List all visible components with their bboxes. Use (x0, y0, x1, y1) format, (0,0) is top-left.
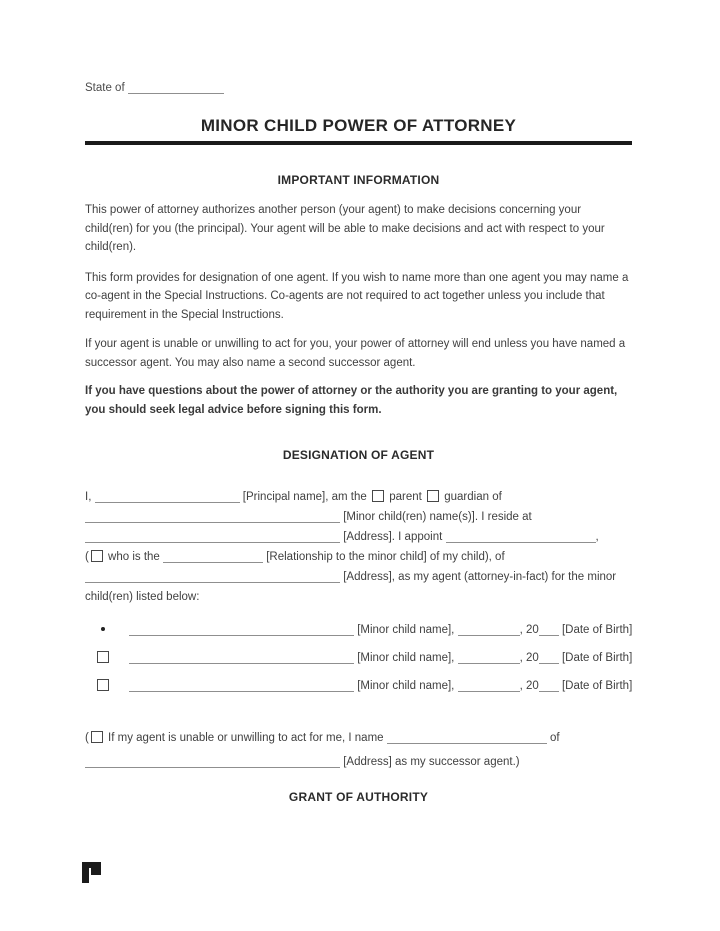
principal-name-blank[interactable] (95, 489, 240, 503)
child-row-1 (85, 621, 632, 640)
child-checkbox-2[interactable] (97, 651, 109, 663)
agent-address-label: [Address], as my agent (attorney-in-fact) for the minor (343, 571, 617, 583)
successor-line-label: If my agent is unable or unwilling to act for me, I name (108, 732, 384, 744)
address-appoint-line (85, 527, 632, 547)
successor-address-blank[interactable] (85, 754, 340, 768)
successor-clause (85, 726, 632, 774)
child-row-3 (85, 677, 632, 696)
designation-heading: DESIGNATION OF AGENT (282, 448, 435, 462)
child-row-2 (85, 649, 632, 668)
minor-child-name-blank-3[interactable] (129, 678, 354, 692)
year-prefix-label-3: , 20 (519, 680, 539, 692)
listed-below-line (85, 587, 632, 607)
who-is-the-checkbox[interactable] (91, 550, 103, 562)
grant-of-authority-heading: GRANT OF AUTHORITY (288, 790, 429, 804)
address-appoint-label: [Address]. I appoint (343, 531, 443, 543)
year-prefix-label-2: , 20 (519, 652, 539, 664)
agent-address-blank[interactable] (85, 569, 340, 583)
parent-checkbox[interactable] (372, 490, 384, 502)
successor-line-2 (85, 750, 632, 774)
state-of-line (85, 80, 632, 94)
guardian-checkbox[interactable] (427, 490, 439, 502)
legal-advice-notice: If you have questions about the power of attorney or the authority you are granting to your agent, you should seek legal advice before signing this form. (85, 385, 618, 416)
minor-child-name-blank-1[interactable] (129, 622, 354, 636)
logo-notch-cutout (91, 875, 101, 883)
principal-address-blank[interactable] (85, 529, 340, 543)
relationship-label: [Relationship to the minor child] of my child), of (266, 551, 505, 563)
open-paren-label: ( (85, 551, 89, 563)
year-prefix-label-1: , 20 (519, 624, 539, 636)
minor-child-name-blank-2[interactable] (129, 650, 354, 664)
state-name-blank[interactable] (128, 80, 224, 94)
agent-address-line (85, 567, 632, 587)
minor-children-names-blank[interactable] (85, 509, 340, 523)
bullet-icon (97, 621, 108, 640)
successor-address-label: [Address] as my successor agent.) (343, 756, 520, 768)
minor-child-name-label-2: [Minor child name], (357, 652, 455, 664)
year-blank-2[interactable] (539, 650, 559, 664)
who-is-the-label: who is the (108, 551, 160, 563)
date-of-birth-label-3: [Date of Birth] (561, 680, 633, 692)
year-blank-3[interactable] (539, 678, 559, 692)
relationship-blank[interactable] (163, 549, 263, 563)
principal-line (85, 487, 632, 507)
successor-of-label: of (549, 732, 560, 744)
minor-child-name-label-3: [Minor child name], (357, 680, 455, 692)
appoint-comma: , (595, 531, 599, 543)
i-prefix-label: I, (85, 491, 92, 503)
birth-date-blank-2[interactable] (458, 650, 520, 664)
child-checkbox-3[interactable] (97, 679, 109, 691)
info-paragraph-3: If your agent is unable or unwilling to act for you, your power of attorney will end unless you have named a successor agent. You may also name a second successor agent. (85, 338, 626, 369)
guardian-label: guardian of (444, 491, 502, 503)
legaltemplates-logo (82, 862, 101, 883)
children-list (85, 621, 632, 696)
successor-open-paren: ( (85, 732, 89, 744)
title-rule (85, 141, 632, 145)
who-is-the-line (85, 547, 632, 567)
year-blank-1[interactable] (539, 622, 559, 636)
minor-child-name-label-1: [Minor child name], (357, 624, 455, 636)
principal-name-label: [Principal name], am the (242, 491, 367, 503)
child-checkbox-icon-3 (97, 677, 108, 696)
important-information-heading: IMPORTANT INFORMATION (277, 173, 440, 187)
minor-children-label: [Minor child(ren) name(s)]. I reside at (343, 511, 532, 523)
birth-date-blank-3[interactable] (458, 678, 520, 692)
designation-intro (85, 487, 632, 607)
birth-date-blank-1[interactable] (458, 622, 520, 636)
agent-name-blank[interactable] (446, 529, 596, 543)
parent-label: parent (389, 491, 422, 503)
info-paragraph-1: This power of attorney authorizes another person (your agent) to make decisions concerning your child(ren) for you (the principal). Your agent will be able to make decisions and act with respect to your child(ren). (85, 204, 605, 253)
document-title: MINOR CHILD POWER OF ATTORNEY (200, 116, 517, 135)
date-of-birth-label-1: [Date of Birth] (561, 624, 633, 636)
date-of-birth-label-2: [Date of Birth] (561, 652, 633, 664)
successor-checkbox[interactable] (91, 731, 103, 743)
successor-name-blank[interactable] (387, 730, 547, 744)
successor-line-1 (85, 726, 632, 750)
listed-below-label: child(ren) listed below: (85, 591, 200, 603)
info-paragraph-2: This form provides for designation of one agent. If you wish to name more than one agent you may name a co-agent in the Special Instructions. Co-agents are not required to act together unless you include that requirement in the Special Instructions. (85, 271, 629, 321)
minor-children-line (85, 507, 632, 527)
state-of-label: State of (85, 82, 125, 94)
child-checkbox-icon-2 (97, 649, 108, 668)
